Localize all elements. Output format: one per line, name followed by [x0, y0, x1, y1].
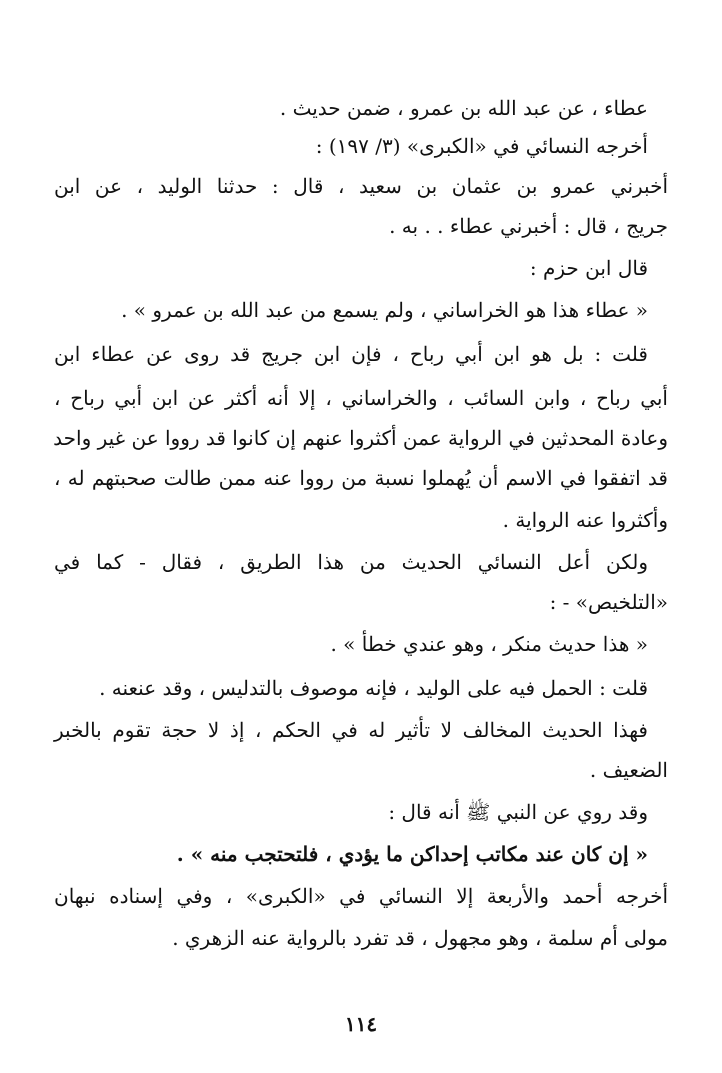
text-line-8: أبي رباح ، وابن السائب ، والخراساني ، إلا أنه أكثر عن ابن أبي رباح ،: [54, 386, 668, 410]
text-line-4: جريج ، قال : أخبرني عطاء . . به .: [389, 214, 668, 238]
text-line-16: فهذا الحديث المخالف لا تأثير له في الحكم ، إذ لا حجة تقوم بالخبر: [54, 718, 648, 742]
hadith-quote-line: « إن كان عند مكاتب إحداكن ما يؤدي ، فلتحتجب منه » .: [176, 842, 648, 866]
text-line-7: قلت : بل هو ابن أبي رباح ، فإن ابن جريج قد روى عن عطاء ابن: [54, 342, 648, 366]
text-line-17: الضعيف .: [589, 758, 668, 782]
text-line-5: قال ابن حزم :: [529, 256, 648, 280]
text-line-18: وقد روي عن النبي ﷺ أنه قال :: [388, 800, 648, 824]
text-line-10: قد اتفقوا في الاسم أن يُهملوا نسبة من رووا عنه ممن طالت صحبتهم له ،: [54, 466, 668, 490]
text-line-9: وعادة المحدثين في الرواية عمن أكثروا عنهم إن كانوا قد رووا عن غير واحد: [53, 426, 668, 450]
text-line-13: «التلخيص» - :: [549, 590, 668, 614]
text-line-3: أخبرني عمرو بن عثمان بن سعيد ، قال : حدثنا الوليد ، عن ابن: [54, 174, 668, 198]
text-line-11: وأكثروا عنه الرواية .: [502, 508, 668, 532]
quote-line-ibn-hazm: « عطاء هذا هو الخراساني ، ولم يسمع من عبد الله بن عمرو » .: [121, 298, 648, 322]
text-line-2: أخرجه النسائي في «الكبرى» (٣/ ١٩٧) :: [315, 134, 648, 158]
text-line-21: مولى أم سلمة ، وهو مجهول ، قد تفرد بالرواية عنه الزهري .: [172, 926, 668, 950]
quote-line-nasai: « هذا حديث منكر ، وهو عندي خطأ » .: [330, 632, 648, 656]
text-line-12: ولكن أعل النسائي الحديث من هذا الطريق ، فقال - كما في: [54, 550, 648, 574]
page-number: ١١٤: [344, 1012, 378, 1036]
text-line-15: قلت : الحمل فيه على الوليد ، فإنه موصوف بالتدليس ، وقد عنعنه .: [99, 676, 648, 700]
text-line-1: عطاء ، عن عبد الله بن عمرو ، ضمن حديث .: [279, 96, 648, 120]
text-line-20: أخرجه أحمد والأربعة إلا النسائي في «الكبرى» ، وفي إسناده نبهان: [54, 884, 668, 908]
